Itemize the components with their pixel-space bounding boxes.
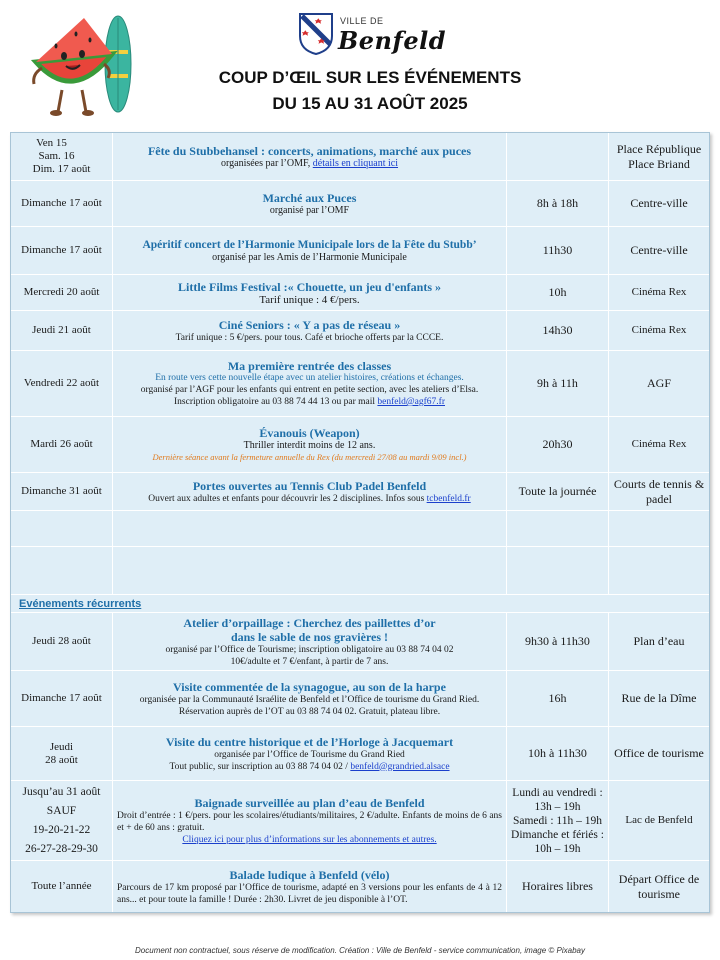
- event-place: Rue de la Dîme: [621, 691, 697, 705]
- event-title: Ciné Seniors : « Y a pas de réseau »: [218, 317, 401, 332]
- event-desc: [221, 158, 398, 170]
- event-place: Centre-ville: [630, 196, 688, 210]
- email-link[interactable]: benfeld@agf67.fr: [377, 397, 445, 407]
- brand-wordmark: Benfeld: [338, 26, 446, 55]
- event-desc: organisé par l’Office de Tourisme; inscription obligatoire au 03 88 74 04 02: [165, 644, 454, 655]
- event-place: Place République Place Briand: [616, 141, 702, 171]
- event-date: [11, 727, 113, 780]
- empty-cell: [609, 511, 709, 546]
- event-place: Lac de Benfeld: [625, 814, 693, 826]
- event-time: 8h à 18h: [507, 181, 609, 226]
- event-place: Cinéma Rex: [631, 286, 687, 298]
- event-info: [113, 781, 507, 860]
- event-date: Vendredi 22 août: [11, 351, 113, 416]
- event-info: [113, 275, 507, 310]
- event-info: [113, 311, 507, 350]
- event-info: [113, 417, 507, 472]
- event-title: Portes ouvertes au Tennis Club Padel Benfeld: [192, 478, 427, 493]
- empty-row: [11, 511, 709, 547]
- event-desc: Tarif unique : 4 €/pers.: [259, 293, 360, 306]
- event-desc: organisée par la Communauté Israélite de Benfeld et l’Office de tourisme du Grand Ried.: [139, 694, 480, 705]
- event-desc-text: Inscription obligatoire au 03 88 74 44 13 ou par mail: [174, 397, 378, 407]
- event-time: 16h: [507, 671, 609, 726]
- event-place: Plan d’eau: [633, 634, 685, 648]
- footer-note: Document non contractuel, sous réserve de modification. Création : Ville de Benfeld - service communication, image © Pixabay: [135, 946, 585, 955]
- time-line: Lundi au vendredi :: [512, 786, 603, 799]
- event-desc: organisé par l’OMF: [269, 204, 350, 216]
- event-time: Toute la journée: [507, 473, 609, 510]
- event-desc: 10€/adulte et 7 €/enfant, à partir de 7 ans.: [230, 656, 389, 667]
- time-line: 13h – 19h: [534, 800, 581, 813]
- event-time: [507, 781, 609, 860]
- event-time: Horaires libres: [507, 861, 609, 912]
- event-time: [507, 133, 609, 180]
- event-desc: [169, 761, 449, 773]
- event-time: 20h30: [507, 417, 609, 472]
- event-info: [113, 473, 507, 510]
- page-header: [0, 0, 720, 130]
- event-info: [113, 181, 507, 226]
- event-date: Dimanche 17 août: [11, 181, 113, 226]
- event-title: Balade ludique à Benfeld (vélo): [229, 867, 390, 882]
- event-title: Baignade surveillée au plan d’eau de Benfeld: [194, 795, 425, 810]
- event-time: 9h à 11h: [507, 351, 609, 416]
- table-row: [11, 275, 709, 311]
- event-place: Office de tourisme: [614, 746, 704, 760]
- event-title: Ma première rentrée des classes: [227, 359, 392, 373]
- table-row: [11, 351, 709, 417]
- website-link[interactable]: tcbenfeld.fr: [426, 493, 471, 504]
- event-date: Jeudi 21 août: [11, 311, 113, 350]
- event-info: [113, 671, 507, 726]
- event-desc: [148, 493, 470, 505]
- event-info: [113, 351, 507, 416]
- event-details-link[interactable]: détails en cliquant ici: [312, 157, 399, 169]
- table-row: [11, 473, 709, 511]
- event-title: dans le sable de nos gravières !: [230, 629, 389, 644]
- event-date: Dimanche 31 août: [11, 473, 113, 510]
- info-link[interactable]: Cliquez ici pour plus d’informations sur les abonnements et autres.: [182, 834, 437, 845]
- ville-de-label: VILLE DE: [340, 16, 384, 26]
- time-line: 10h – 19h: [534, 842, 581, 855]
- city-logo: [298, 12, 446, 62]
- empty-cell: [507, 511, 609, 546]
- event-date: Mercredi 20 août: [11, 275, 113, 310]
- table-row: [11, 671, 709, 727]
- event-date: [11, 781, 113, 860]
- event-time: 11h30: [507, 227, 609, 274]
- event-place: Courts de tennis & padel: [613, 476, 705, 506]
- event-info: [113, 227, 507, 274]
- date-line: Ven 15: [36, 137, 67, 149]
- event-desc-text: Tout public, sur inscription au 03 88 74 04 02 /: [169, 761, 351, 772]
- event-desc: organisée par l’Office de Tourisme du Grand Ried: [214, 749, 405, 760]
- date-line: Jeudi: [49, 740, 74, 753]
- event-date: Toute l’année: [11, 861, 113, 912]
- date-line: Sam. 16: [38, 150, 75, 162]
- email-link[interactable]: benfeld@grandried.alsace: [350, 761, 450, 772]
- date-line: SAUF: [46, 804, 77, 817]
- date-line: 28 août: [45, 753, 78, 766]
- event-place: Cinéma Rex: [631, 438, 687, 450]
- event-desc: Tarif unique : 5 €/pers. pour tous. Café et brioche offerts par la CCCE.: [175, 332, 444, 343]
- watermelon-surfboard-illustration: [28, 12, 138, 120]
- table-row: [11, 861, 709, 912]
- event-place: Centre-ville: [630, 243, 688, 257]
- event-title: Apéritif concert de l’Harmonie Municipale lors de la Fête du Stubb’: [142, 238, 477, 251]
- event-place: AGF: [646, 376, 671, 390]
- table-row: [11, 311, 709, 351]
- event-info: [113, 133, 507, 180]
- date-line: 19-20-21-22: [32, 823, 91, 836]
- event-warning: Dernière séance avant la fermeture annuelle du Rex (du mercredi 27/08 au mardi 9/09 incl.): [152, 452, 467, 462]
- event-info: [113, 613, 507, 670]
- event-place: Cinéma Rex: [631, 324, 687, 336]
- time-line: Samedi : 11h – 19h: [512, 814, 602, 827]
- event-title: Little Films Festival :« Chouette, un jeu d'enfants »: [178, 279, 441, 294]
- event-desc: organisé par l’AGF pour les enfants qui entrent en petite section, avec les ateliers d’Elsa.: [140, 385, 479, 395]
- event-title: Visite du centre historique et de l’Horloge à Jacquemart: [165, 734, 454, 749]
- empty-cell: [113, 547, 507, 594]
- date-line: Dim. 17 août: [32, 163, 91, 175]
- empty-cell: [11, 511, 113, 546]
- shield-icon: [298, 12, 334, 56]
- event-desc: Droit d’entrée : 1 €/pers. pour les scolaires/étudiants/militaires, 2 €/adulte. Enfants de moins de 6 ans et + de 60 ans : gratuit.: [117, 810, 502, 833]
- event-desc: Réservation auprès de l’OT au 03 88 74 04 02. Gratuit, plateau libre.: [178, 706, 441, 717]
- event-date: Mardi 26 août: [11, 417, 113, 472]
- table-row: [11, 417, 709, 473]
- empty-cell: [11, 547, 113, 594]
- table-row: [11, 727, 709, 781]
- event-date: Dimanche 17 août: [11, 671, 113, 726]
- event-time: 10h: [507, 275, 609, 310]
- table-row: [11, 133, 709, 181]
- event-title: Marché aux Puces: [262, 190, 357, 205]
- event-info: [113, 727, 507, 780]
- event-place: Départ Office de tourisme: [618, 871, 700, 901]
- page-title-line1: COUP D’ŒIL SUR LES ÉVÉNEMENTS: [218, 68, 522, 87]
- event-desc: Parcours de 17 km proposé par l’Office de tourisme, adapté en 3 versions pour les enfants de 4 à 12 ans... et pour toute la famille ! Durée : 2h30. Livret de jeu disponible à l’OT.: [117, 882, 502, 905]
- event-info: [113, 861, 507, 912]
- event-title: Évanouis (Weapon): [259, 426, 360, 440]
- date-line: 26-27-28-29-30: [25, 842, 98, 855]
- recurring-events-label: Evénements récurrents: [19, 598, 142, 610]
- table-row: [11, 181, 709, 227]
- empty-row: [11, 547, 709, 595]
- table-row: [11, 613, 709, 671]
- table-row: [11, 227, 709, 275]
- table-row: [11, 781, 709, 861]
- date-line: Jusqu’au 31 août: [22, 785, 101, 798]
- time-line: Dimanche et fériés :: [511, 828, 604, 841]
- event-title: Atelier d’orpaillage : Cherchez des paillettes d’or: [183, 615, 436, 630]
- events-table: [10, 132, 710, 913]
- event-desc: [174, 396, 445, 408]
- event-time: 10h à 11h30: [507, 727, 609, 780]
- page-title-line2: DU 15 AU 31 AOÛT 2025: [272, 94, 468, 113]
- event-intro: En route vers cette nouvelle étape avec un atelier histoires, créations et échanges.: [155, 373, 464, 383]
- empty-cell: [113, 511, 507, 546]
- event-title: Visite commentée de la synagogue, au son de la harpe: [173, 679, 446, 694]
- event-date: Jeudi 28 août: [11, 613, 113, 670]
- event-date: [11, 133, 113, 180]
- empty-cell: [609, 547, 709, 594]
- event-date: Dimanche 17 août: [11, 227, 113, 274]
- event-desc-text: Ouvert aux adultes et enfants pour découvrir les 2 disciplines. Infos sous: [148, 493, 427, 504]
- event-desc: organisé par les Amis de l’Harmonie Municipale: [212, 251, 407, 263]
- section-row: [11, 595, 709, 613]
- event-desc: Thriller interdit moins de 12 ans.: [243, 440, 376, 451]
- event-desc-text: organisées par l’OMF,: [220, 157, 313, 169]
- event-title: Fête du Stubbehansel : concerts, animations, marché aux puces: [147, 143, 472, 158]
- empty-cell: [507, 547, 609, 594]
- event-time: 9h30 à 11h30: [507, 613, 609, 670]
- event-time: 14h30: [507, 311, 609, 350]
